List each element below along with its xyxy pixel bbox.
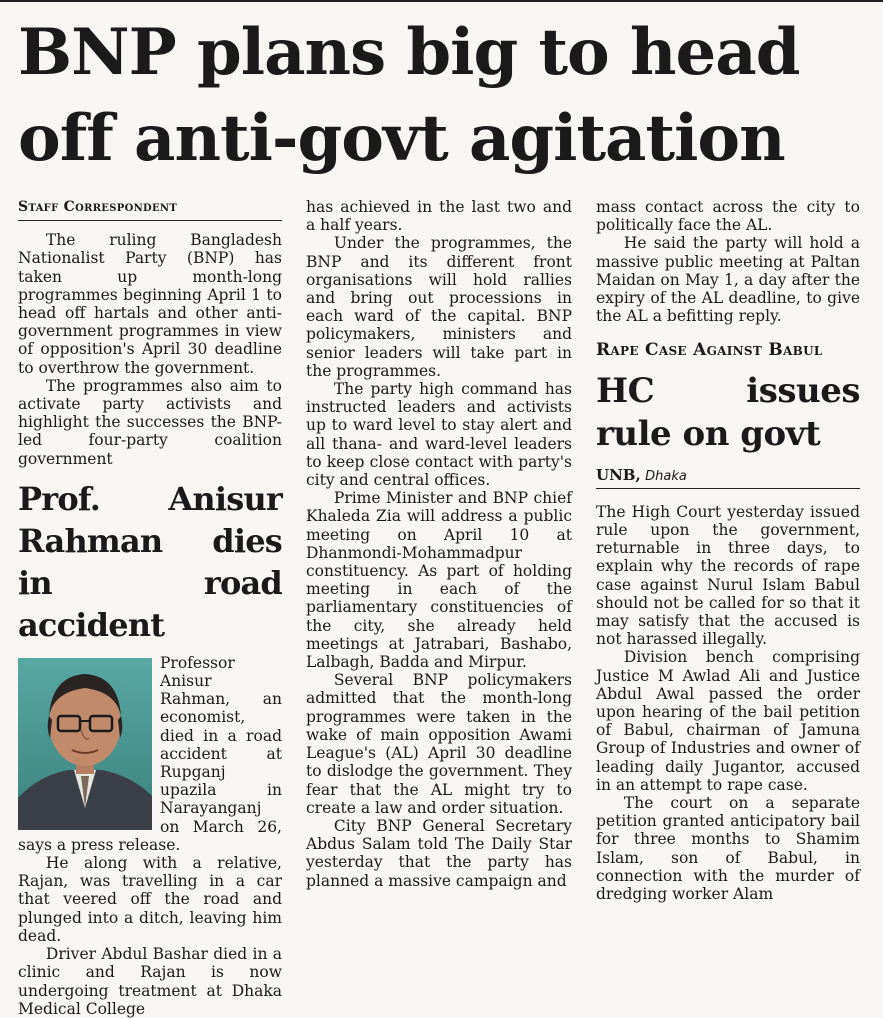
column-3 [596,198,860,903]
paragraph: Driver Abdul Bashar died in a clinic and Rajan is now undergoing treatment at Dhaka Medical College [18,945,282,1018]
sub-headline: HC issues rule on govt [596,370,860,454]
paragraph: Division bench comprising Justice M Awlad Ali and Justice Abdul Awal passed the order upon hearing of the bail petition of Babul, chairman of Jamuna Group of Industries and owner of leading daily Jugantor, accused in an attempt to rape case. [596,648,860,794]
byline: Staff Correspondent [18,198,282,221]
paragraph: has achieved in the last two and a half years. [306,198,572,235]
paragraph: Professor Anisur Rahman, an economist, died in a road accident at Rupganj upazila in Narayanganj on March 26, says a press release. [18,653,282,854]
top-rule [0,0,883,8]
column-1 [18,198,282,1018]
paragraph: The court on a separate petition granted anticipatory bail for three months to Shamim Islam, son of Babul, in connection with the murder of dredging worker Alam [596,794,860,904]
page-headline: BNP plans big to head off anti-govt agitation [18,15,800,176]
agency-name: UNB, [596,465,641,484]
column-2 [306,198,572,890]
paragraph: Several BNP policymakers admitted that the month-long programmes were taken in the wake of main opposition Awami League's (AL) April 30 deadline to dislodge the government. They fear that the AL might try to create a law and order situation. [306,671,572,817]
paragraph: mass contact across the city to politically face the AL. [596,198,860,235]
agency-byline [596,466,860,489]
paragraph: City BNP General Secretary Abdus Salam told The Daily Star yesterday that the party has planned a massive campaign and [306,816,572,890]
section-kicker: Rape Case Against Babul [596,340,823,361]
paragraph: Prime Minister and BNP chief Khaleda Zia will address a public meeting on April 10 at Dhanmondi-Mohammadpur constituency. As part of holding meeting in each of the parliamentary constituencies of the city, she already held meetings at Jatrabari, Bashabo, Lalbagh, Badda and Mirpur. [306,489,572,672]
portrait-image [18,658,152,830]
paragraph: The ruling Bangladesh Nationalist Party (BNP) has taken up month-long programmes beginning April 1 to head off hartals and other anti-government programmes in view of opposition's April 30 deadline to overthrow the government. [18,231,282,377]
paragraph: The programmes also aim to activate party activists and highlight the successes the BNP-led four-party coalition government [18,376,282,468]
paragraph: The High Court yesterday issued rule upon the government, returnable in three days, to explain why the records of rape case against Nurul Islam Babul should not be called for so that it may satisfy that the accused is not harassed illegally. [596,502,860,649]
dateline: Dhaka [645,468,687,484]
sub-headline: Prof. Anisur Rahman dies in road accident [18,479,282,644]
portrait-photo [18,658,152,830]
paragraph: Under the programmes, the BNP and its different front organisations will hold rallies and bring out processions in each ward of the capital. BNP policymakers, ministers and senior leaders will take part in the programmes. [306,234,572,380]
paragraph: The party high command has instructed leaders and activists up to ward level to stay alert and all thana- and ward-level leaders to keep close contact with party's city and central offices. [306,380,572,490]
paragraph: He said the party will hold a massive public meeting at Paltan Maidan on May 1, a day after the expiry of the AL deadline, to give the AL a befitting reply. [596,234,860,326]
paragraph: He along with a relative, Rajan, was travelling in a car that veered off the road and plunged into a ditch, leaving him dead. [18,854,282,945]
